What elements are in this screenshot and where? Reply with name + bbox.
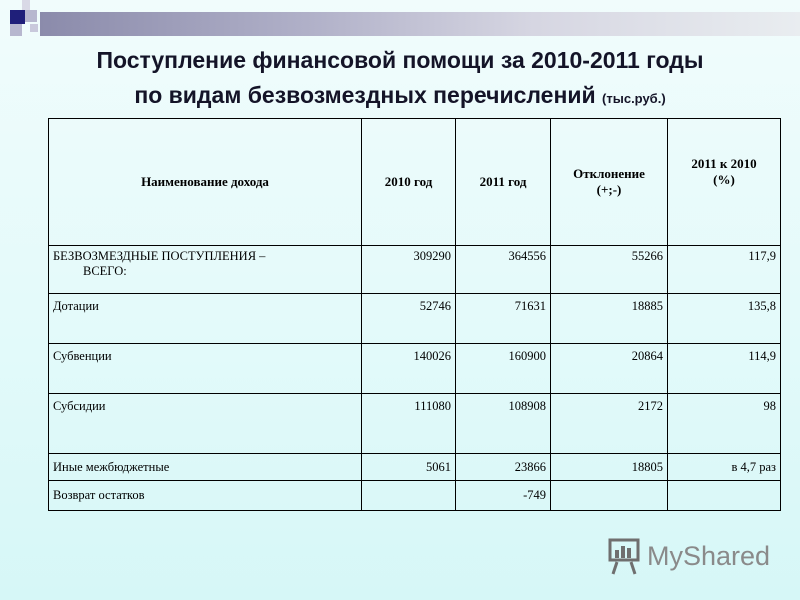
row-deviation: 20864 — [551, 344, 668, 394]
row-deviation: 2172 — [551, 394, 668, 454]
row-ratio: в 4,7 раз — [668, 454, 781, 481]
decor-square — [25, 10, 37, 22]
row-2011: 160900 — [456, 344, 551, 394]
title-line-2-text: по видам безвозмездных перечислений — [134, 82, 596, 108]
header-2010: 2010 год — [362, 119, 456, 246]
row-name: Иные межбюджетные — [49, 454, 362, 481]
row-2010: 52746 — [362, 294, 456, 344]
row-2011: 71631 — [456, 294, 551, 344]
row-2011: 108908 — [456, 394, 551, 454]
row-name: Возврат остатков — [49, 481, 362, 511]
header-deviation — [551, 119, 668, 246]
top-gradient-bar — [40, 12, 800, 36]
header-deviation-line1: Отклонение — [573, 166, 645, 181]
row-2010: 140026 — [362, 344, 456, 394]
row-ratio: 117,9 — [668, 246, 781, 294]
decor-square — [10, 10, 25, 24]
table-row — [49, 454, 781, 481]
title-line-2 — [0, 78, 800, 116]
myshared-logo[interactable] — [607, 536, 777, 576]
row-2010: 309290 — [362, 246, 456, 294]
row-2011: 364556 — [456, 246, 551, 294]
row-name: Субвенции — [49, 344, 362, 394]
page-title — [0, 43, 800, 116]
title-line-1: Поступление финансовой помощи за 2010-2011 годы — [96, 47, 704, 73]
row-name-line2: ВСЕГО: — [83, 264, 127, 278]
header-ratio-line2: (%) — [713, 172, 735, 187]
row-deviation — [551, 481, 668, 511]
table-row — [49, 481, 781, 511]
title-unit: (тыс.руб.) — [602, 91, 666, 106]
header-deviation-line2: (+;-) — [596, 182, 622, 197]
row-ratio: 135,8 — [668, 294, 781, 344]
row-ratio — [668, 481, 781, 511]
income-table — [48, 118, 781, 511]
table-row — [49, 246, 781, 294]
table-header-row — [49, 119, 781, 246]
row-ratio: 114,9 — [668, 344, 781, 394]
row-deviation: 18805 — [551, 454, 668, 481]
header-name: Наименование дохода — [49, 119, 362, 246]
row-deviation: 18885 — [551, 294, 668, 344]
row-deviation: 55266 — [551, 246, 668, 294]
row-2010: 111080 — [362, 394, 456, 454]
row-2011: -749 — [456, 481, 551, 511]
logo-text: MyShared — [647, 541, 771, 571]
row-2010: 5061 — [362, 454, 456, 481]
row-2010 — [362, 481, 456, 511]
table-row — [49, 394, 781, 454]
decor-square — [10, 24, 22, 36]
row-name: Дотации — [49, 294, 362, 344]
presentation-board-icon — [607, 536, 643, 576]
table-row — [49, 294, 781, 344]
decor-square — [22, 0, 30, 10]
table-row — [49, 344, 781, 394]
row-name: Субсидии — [49, 394, 362, 454]
header-2011: 2011 год — [456, 119, 551, 246]
row-2011: 23866 — [456, 454, 551, 481]
header-ratio — [668, 119, 781, 246]
header-ratio-line1: 2011 к 2010 — [691, 156, 757, 171]
row-name — [49, 246, 362, 294]
decor-square — [30, 24, 38, 32]
row-name-line1: БЕЗВОЗМЕЗДНЫЕ ПОСТУПЛЕНИЯ – — [53, 249, 266, 263]
row-ratio: 98 — [668, 394, 781, 454]
